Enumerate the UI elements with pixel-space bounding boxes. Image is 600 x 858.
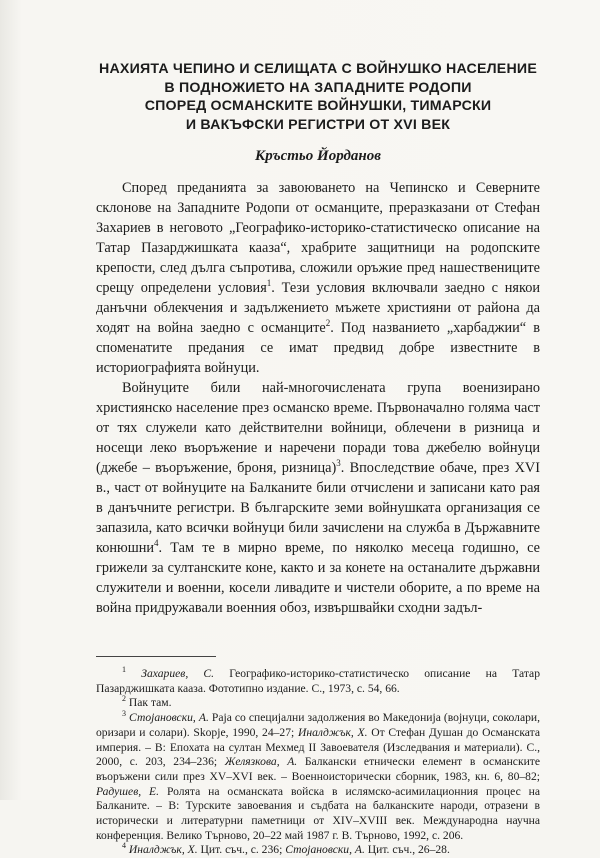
paragraph-1-part-c: . Под названието „харбаджии“ в споменатите предания се имат предвид добре известните в историографията войнуци. — [96, 320, 540, 376]
footnote-3-text-d: Ролята на османската войска в ислямско-асимилационния процес на Балканите. – В: Турските завоевания и съдбата на балканските народи, отразени в исторически и литературни паметници от XIV–XVIII век. Международна научна конференция. Велико Търново, 20–22 май 1987 г. В. Търново, 1992, с. 206. — [96, 784, 540, 842]
footnote-ref-4[interactable]: 4 — [154, 538, 159, 549]
footnote-4-author-b: Стојановски, А. — [285, 843, 365, 857]
paragraph-2-part-c: . Там те в мирно време, по няколко месеца годишно, се грижели за султанските коне, както и за конете на останалите държавни служители и военни, косели ливадите и чистели оборите, а по време на война придружавали военния обоз, извършвайки сходни задъл- — [96, 540, 540, 616]
paragraph-1 — [96, 178, 540, 378]
footnote-3 — [96, 711, 540, 843]
footnote-4-text-a: Цит. съч., с. 236; — [197, 843, 286, 857]
title-line-4: И ВАКЪФСКИ РЕГИСТРИ ОТ XVI ВЕК — [185, 116, 451, 133]
paragraph-1-part-b: . Тези условия включвали заедно с някои данъчни облекчения и задължението мъжете християни от района да ходят на война заедно с османците — [96, 280, 540, 336]
footnote-1 — [96, 667, 540, 696]
footnote-1-author: Захариев, С. — [141, 667, 215, 680]
paragraph-2-part-a: Войнуците били най-многочислената група военизирано християнско население през османско време. Първоначално голяма част от тях служели като действителни войници, облечени в ризница и носещи леко въоръжение и наречени поради това джебелю войнуци (джебе – въоръжение, броня, ризница) — [96, 380, 540, 476]
article-body — [96, 178, 540, 618]
title-line-3: СПОРЕД ОСМАНСКИТЕ ВОЙНУШКИ, ТИМАРСКИ — [144, 98, 492, 114]
footnote-3-text-b: От Стефан Душан до Османската империя. – В: Епохата на султан Мехмед II Завоевателя (Изследвания и материали). С., 2000, с. 203, 234–236; — [96, 725, 540, 769]
author-name: Кръстьо Йорданов — [255, 148, 381, 164]
footnote-3-author-a: Стојановски, А. — [129, 711, 209, 725]
footnote-3-author-c: Желязкова, А. — [224, 755, 298, 769]
footnote-4-author-a: Иналджък, Х. — [128, 843, 198, 857]
footnote-number-2: 2 — [122, 694, 126, 704]
footnote-3-text-a: Раја со специјални задолжения во Македонија (војнуци, соколари, оризари и солари). Skopje, 1990, 24–27; — [96, 711, 540, 739]
paragraph-2 — [96, 378, 540, 618]
footnote-ref-2[interactable]: 2 — [325, 318, 331, 329]
footnote-number-1: 1 — [122, 665, 126, 675]
footnote-1-text: Географико-историко-статистическо описание на Татар Пазарджишката кааза. Фототипно издание. С., 1973, с. 54, 66. — [96, 667, 541, 695]
footnote-2-text: Пак там. — [128, 696, 172, 710]
footnote-number-4: 4 — [122, 841, 126, 851]
footnote-divider — [96, 656, 216, 657]
paragraph-2-part-b: . Впоследствие обаче, през XVI в., част от войнуците на Балканите били отчислени и записани като рая в данъчните регистри. В българските земи войнушката организация се запазила, като всички войнуци били зачислени на служба в Държавните конюшни — [96, 460, 540, 556]
footnote-ref-3[interactable]: 3 — [336, 458, 341, 469]
footnote-4 — [96, 843, 540, 858]
footnote-3-text-c: Балкански етнически елемент в османските въоръжени сили през XV–XVI век. – Военноисторически сборник, 1983, кн. 6, 80–82; — [96, 755, 541, 783]
footnote-number-3: 3 — [122, 709, 126, 719]
title-line-2: В ПОДНОЖИЕТО НА ЗАПАДНИТЕ РОДОПИ — [164, 79, 472, 96]
footnotes — [96, 667, 540, 858]
footnote-ref-1[interactable]: 1 — [266, 278, 272, 289]
footnote-3-author-b: Иналджък, Х. — [297, 725, 368, 739]
paragraph-1-part-a: Според преданията за завоюването на Чепинско и Северните склонове на Западните Родопи от османците, преразказани от Стефан Захариев в неговото „Географико-историко-статистическо описание на Татар Пазарджишката кааза“, храбрите защитници на родопските крепости, след дълга съпротива, сложили оръжие пред нашествениците срещу определени условия — [96, 180, 540, 296]
title-line-1: НАХИЯТА ЧЕПИНО И СЕЛИЩАТА С ВОЙНУШКО НАСЕЛЕНИЕ — [99, 61, 537, 77]
footnote-2 — [96, 696, 540, 711]
footnote-3-author-d: Радушев, Е. — [96, 784, 160, 798]
article-title — [96, 60, 540, 134]
footnote-4-text-b: Цит. съч., 26–28. — [364, 843, 450, 857]
